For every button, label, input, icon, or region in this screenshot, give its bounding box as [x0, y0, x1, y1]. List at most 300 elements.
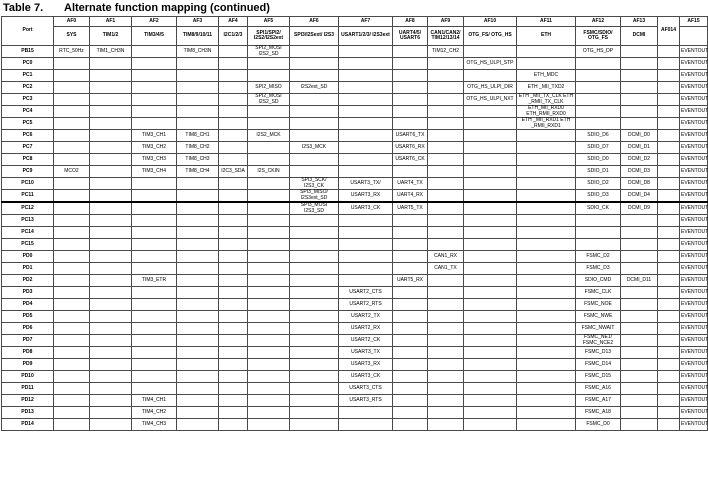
- function-header: TIM3/4/5: [132, 27, 177, 46]
- af-header: AF7: [339, 17, 393, 27]
- table-row: [2, 287, 708, 299]
- table-cell: [393, 118, 428, 130]
- table-cell: [621, 215, 658, 227]
- port-cell: PC15: [2, 239, 54, 251]
- table-cell: [90, 311, 132, 323]
- table-cell: [219, 287, 248, 299]
- table-cell: [177, 335, 219, 347]
- table-cell: [658, 166, 680, 178]
- table-cell: [339, 70, 393, 82]
- table-row: [2, 82, 708, 94]
- table-cell: [428, 202, 464, 215]
- table-cell: [90, 166, 132, 178]
- table-cell: [428, 215, 464, 227]
- table-cell: [90, 58, 132, 70]
- table-cell: SPI2_MOSI I2S2_SD: [248, 94, 290, 106]
- table-cell: [393, 299, 428, 311]
- table-cell: [132, 215, 177, 227]
- table-cell: [290, 383, 339, 395]
- table-cell: [658, 323, 680, 335]
- function-header: OTG_FS/ OTG_HS: [464, 27, 517, 46]
- table-cell: [219, 190, 248, 203]
- table-cell: [248, 178, 290, 190]
- table-cell: [132, 287, 177, 299]
- table-cell: [658, 118, 680, 130]
- table-cell: [54, 227, 90, 239]
- table-cell: [219, 58, 248, 70]
- table-cell: FSMC_D3: [576, 263, 621, 275]
- table-cell: [90, 94, 132, 106]
- table-cell: [54, 130, 90, 142]
- table-cell: [290, 311, 339, 323]
- table-cell: [517, 154, 576, 166]
- table-cell: [290, 371, 339, 383]
- af-header: AF2: [132, 17, 177, 27]
- table-cell: OTG_HS_ULPI_DIR: [464, 82, 517, 94]
- table-cell: [658, 407, 680, 419]
- table-cell: [248, 275, 290, 287]
- table-cell: [428, 58, 464, 70]
- table-cell: [219, 395, 248, 407]
- table-cell: [658, 287, 680, 299]
- table-cell: [177, 407, 219, 419]
- table-cell: [132, 118, 177, 130]
- table-cell: [339, 239, 393, 251]
- table-row: [2, 251, 708, 263]
- table-cell: DCMI_D8: [621, 178, 658, 190]
- table-cell: [621, 383, 658, 395]
- table-cell: [219, 178, 248, 190]
- port-cell: PC0: [2, 58, 54, 70]
- table-cell: [248, 371, 290, 383]
- table-cell: [90, 178, 132, 190]
- table-cell: FSMC_A18: [576, 407, 621, 419]
- table-cell: [177, 227, 219, 239]
- table-cell: TIM3_ETR: [132, 275, 177, 287]
- table-cell: [576, 239, 621, 251]
- table-cell: [658, 202, 680, 215]
- table-cell: [219, 82, 248, 94]
- table-row: [2, 311, 708, 323]
- table-cell: [90, 130, 132, 142]
- port-cell: PD11: [2, 383, 54, 395]
- table-cell: [464, 383, 517, 395]
- af-header: AF6: [290, 17, 339, 27]
- table-cell: [290, 106, 339, 118]
- table-cell: [132, 46, 177, 58]
- table-cell: [517, 359, 576, 371]
- table-cell: [290, 166, 339, 178]
- table-cell: EVENTOUT: [680, 46, 708, 58]
- table-cell: [339, 82, 393, 94]
- table-cell: [54, 70, 90, 82]
- table-cell: [621, 311, 658, 323]
- table-cell: [393, 239, 428, 251]
- table-cell: [54, 335, 90, 347]
- table-row: [2, 130, 708, 142]
- table-cell: [290, 46, 339, 58]
- table-cell: [90, 383, 132, 395]
- table-cell: FSMC_NOE: [576, 299, 621, 311]
- table-cell: [219, 383, 248, 395]
- table-cell: I2S2_MCK: [248, 130, 290, 142]
- table-cell: [177, 311, 219, 323]
- table-cell: [517, 178, 576, 190]
- table-cell: [132, 311, 177, 323]
- table-row: [2, 166, 708, 178]
- table-cell: EVENTOUT: [680, 82, 708, 94]
- table-cell: [393, 263, 428, 275]
- port-cell: PC1: [2, 70, 54, 82]
- table-cell: [290, 263, 339, 275]
- table-cell: [54, 395, 90, 407]
- table-cell: TIM4_CH1: [132, 395, 177, 407]
- table-cell: SDIO_D6: [576, 130, 621, 142]
- table-cell: [219, 275, 248, 287]
- table-cell: [290, 58, 339, 70]
- table-cell: EVENTOUT: [680, 106, 708, 118]
- table-cell: SDIO_D1: [576, 166, 621, 178]
- table-cell: [393, 58, 428, 70]
- table-cell: [290, 227, 339, 239]
- table-cell: [219, 299, 248, 311]
- table-cell: [428, 383, 464, 395]
- table-cell: [517, 130, 576, 142]
- table-cell: [428, 142, 464, 154]
- table-cell: [517, 251, 576, 263]
- table-cell: [90, 299, 132, 311]
- table-cell: [290, 299, 339, 311]
- table-cell: [621, 299, 658, 311]
- table-cell: [517, 335, 576, 347]
- table-cell: [428, 227, 464, 239]
- af-header: AF0: [54, 17, 90, 27]
- table-cell: [658, 347, 680, 359]
- table-row: [2, 239, 708, 251]
- table-cell: [90, 190, 132, 203]
- table-cell: [248, 347, 290, 359]
- table-cell: USART3_TX/: [339, 178, 393, 190]
- table-cell: [248, 118, 290, 130]
- table-cell: UART4_TX: [393, 178, 428, 190]
- function-header: SPI3/I2Sext/ I2S3: [290, 27, 339, 46]
- table-row: [2, 118, 708, 130]
- table-cell: [132, 106, 177, 118]
- table-cell: [464, 142, 517, 154]
- table-cell: [517, 383, 576, 395]
- table-cell: [219, 347, 248, 359]
- table-cell: USART3_RX: [339, 190, 393, 203]
- table-cell: [658, 311, 680, 323]
- table-cell: [658, 275, 680, 287]
- table-cell: [576, 227, 621, 239]
- table-cell: EVENTOUT: [680, 287, 708, 299]
- table-cell: [248, 58, 290, 70]
- port-cell: PD7: [2, 335, 54, 347]
- table-cell: [576, 94, 621, 106]
- table-row: [2, 227, 708, 239]
- table-cell: [576, 82, 621, 94]
- table-cell: [248, 395, 290, 407]
- table-cell: USART2_RX: [339, 323, 393, 335]
- table-row: [2, 58, 708, 70]
- table-cell: [54, 287, 90, 299]
- table-cell: [658, 58, 680, 70]
- table-cell: [54, 311, 90, 323]
- table-cell: OTG_HS_ULPI_NXT: [464, 94, 517, 106]
- table-cell: [339, 130, 393, 142]
- table-row: [2, 407, 708, 419]
- function-header: ETH: [517, 27, 576, 46]
- table-cell: SDIO_D0: [576, 154, 621, 166]
- port-cell: PC13: [2, 215, 54, 227]
- table-cell: [219, 202, 248, 215]
- table-cell: [658, 130, 680, 142]
- table-cell: [54, 419, 90, 431]
- table-cell: [290, 239, 339, 251]
- table-cell: [177, 419, 219, 431]
- table-cell: SPI2_MISO: [248, 82, 290, 94]
- table-number: Table 7.: [3, 2, 44, 14]
- table-cell: USART3_RX: [339, 359, 393, 371]
- table-cell: [393, 323, 428, 335]
- table-cell: [621, 46, 658, 58]
- table-cell: UART5_RX: [393, 275, 428, 287]
- table-cell: [393, 251, 428, 263]
- port-cell: PD14: [2, 419, 54, 431]
- table-cell: [132, 359, 177, 371]
- table-cell: [177, 215, 219, 227]
- port-cell: PC14: [2, 227, 54, 239]
- table-cell: [290, 287, 339, 299]
- table-cell: [428, 371, 464, 383]
- table-cell: [54, 202, 90, 215]
- table-cell: EVENTOUT: [680, 70, 708, 82]
- table-row: [2, 299, 708, 311]
- table-cell: [621, 58, 658, 70]
- table-cell: [248, 359, 290, 371]
- table-cell: [428, 335, 464, 347]
- table-cell: [248, 383, 290, 395]
- table-cell: [132, 94, 177, 106]
- table-cell: [517, 395, 576, 407]
- table-cell: [219, 323, 248, 335]
- table-cell: [464, 275, 517, 287]
- table-cell: [54, 347, 90, 359]
- table-cell: [90, 359, 132, 371]
- table-cell: [177, 70, 219, 82]
- port-cell: PC11: [2, 190, 54, 203]
- port-header: Port: [2, 17, 54, 46]
- table-cell: [393, 106, 428, 118]
- table-cell: [393, 383, 428, 395]
- table-cell: [464, 287, 517, 299]
- af-header: AF8: [393, 17, 428, 27]
- table-cell: [132, 251, 177, 263]
- table-row: [2, 383, 708, 395]
- table-cell: [90, 335, 132, 347]
- table-cell: [517, 215, 576, 227]
- table-cell: [290, 335, 339, 347]
- table-cell: [290, 359, 339, 371]
- table-cell: [576, 118, 621, 130]
- table-cell: [90, 82, 132, 94]
- table-cell: [393, 94, 428, 106]
- table-cell: EVENTOUT: [680, 395, 708, 407]
- table-cell: [658, 154, 680, 166]
- table-cell: [621, 335, 658, 347]
- table-cell: [658, 335, 680, 347]
- table-cell: [339, 142, 393, 154]
- table-cell: [428, 154, 464, 166]
- table-cell: [132, 263, 177, 275]
- table-cell: [248, 239, 290, 251]
- table-cell: [248, 323, 290, 335]
- table-cell: [621, 82, 658, 94]
- table-cell: [517, 46, 576, 58]
- table-cell: USART3_RTS: [339, 395, 393, 407]
- table-cell: [90, 347, 132, 359]
- table-cell: FSMC_A16: [576, 383, 621, 395]
- table-cell: [339, 118, 393, 130]
- table-cell: [428, 299, 464, 311]
- table-cell: FSMC_NE1/ FSMC_NCE2: [576, 335, 621, 347]
- table-cell: [90, 395, 132, 407]
- table-cell: ETH _MII_TXD2: [517, 82, 576, 94]
- port-cell: PD12: [2, 395, 54, 407]
- table-row: [2, 275, 708, 287]
- table-cell: [393, 70, 428, 82]
- table-cell: [90, 323, 132, 335]
- table-cell: [464, 70, 517, 82]
- table-cell: [428, 359, 464, 371]
- table-cell: [428, 323, 464, 335]
- table-cell: [658, 359, 680, 371]
- table-cell: TIM1_CH3N: [90, 46, 132, 58]
- port-cell: PC5: [2, 118, 54, 130]
- port-cell: PD13: [2, 407, 54, 419]
- table-cell: FSMC_D13: [576, 347, 621, 359]
- table-cell: [464, 299, 517, 311]
- table-cell: [517, 275, 576, 287]
- table-cell: EVENTOUT: [680, 383, 708, 395]
- table-cell: [177, 82, 219, 94]
- table-cell: [621, 239, 658, 251]
- table-cell: TIM8_CH3: [177, 154, 219, 166]
- table-cell: [517, 142, 576, 154]
- table-cell: I2C3_SDA: [219, 166, 248, 178]
- table-cell: EVENTOUT: [680, 94, 708, 106]
- table-cell: [428, 82, 464, 94]
- table-cell: [464, 239, 517, 251]
- table-cell: [54, 190, 90, 203]
- table-cell: [54, 58, 90, 70]
- table-cell: [339, 419, 393, 431]
- table-cell: [658, 227, 680, 239]
- table-cell: [517, 407, 576, 419]
- table-cell: FSMC_D2: [576, 251, 621, 263]
- function-header: CAN1/CAN2/ TIM12/13/14: [428, 27, 464, 46]
- table-cell: [177, 251, 219, 263]
- table-cell: [248, 251, 290, 263]
- table-cell: [132, 227, 177, 239]
- table-cell: [219, 94, 248, 106]
- function-header: SPI1/SPI2/ I2S2/I2S2ext: [248, 27, 290, 46]
- table-cell: [132, 371, 177, 383]
- table-cell: [464, 395, 517, 407]
- table-cell: FSMC_D15: [576, 371, 621, 383]
- table-cell: [393, 359, 428, 371]
- function-header: SYS: [54, 27, 90, 46]
- table-cell: EVENTOUT: [680, 202, 708, 215]
- function-header: I2C1/2/3: [219, 27, 248, 46]
- table-cell: [132, 335, 177, 347]
- table-cell: [290, 130, 339, 142]
- port-cell: PC10: [2, 178, 54, 190]
- table-cell: EVENTOUT: [680, 166, 708, 178]
- af-header: AF5: [248, 17, 290, 27]
- table-cell: EVENTOUT: [680, 335, 708, 347]
- af-header: AF10: [464, 17, 517, 27]
- table-cell: EVENTOUT: [680, 142, 708, 154]
- table-cell: DCMI_D1: [621, 142, 658, 154]
- table-cell: [90, 106, 132, 118]
- port-cell: PD0: [2, 251, 54, 263]
- table-cell: [54, 118, 90, 130]
- table-cell: I2S_CKIN: [248, 166, 290, 178]
- table-cell: [54, 82, 90, 94]
- table-cell: USART3_CK: [339, 371, 393, 383]
- table-cell: [90, 239, 132, 251]
- table-cell: [54, 263, 90, 275]
- table-cell: [428, 70, 464, 82]
- table-cell: [54, 371, 90, 383]
- table-cell: [177, 239, 219, 251]
- table-cell: [90, 287, 132, 299]
- table-cell: RTC_50Hz: [54, 46, 90, 58]
- table-cell: [658, 142, 680, 154]
- table-cell: [464, 190, 517, 203]
- table-cell: [517, 287, 576, 299]
- port-cell: PB15: [2, 46, 54, 58]
- function-header: DCMI: [621, 27, 658, 46]
- table-cell: [248, 299, 290, 311]
- table-cell: [464, 407, 517, 419]
- table-cell: SDIO_CK: [576, 202, 621, 215]
- table-title: Alternate function mapping (continued): [64, 2, 270, 14]
- port-cell: PD6: [2, 323, 54, 335]
- table-cell: [290, 275, 339, 287]
- table-cell: [177, 347, 219, 359]
- table-cell: [54, 383, 90, 395]
- table-cell: TIM3_CH3: [132, 154, 177, 166]
- table-row: [2, 190, 708, 203]
- table-cell: [658, 106, 680, 118]
- table-cell: [90, 275, 132, 287]
- table-cell: [248, 202, 290, 215]
- table-cell: [621, 323, 658, 335]
- table-cell: [54, 178, 90, 190]
- table-cell: EVENTOUT: [680, 371, 708, 383]
- table-row: [2, 263, 708, 275]
- table-cell: [339, 58, 393, 70]
- table-cell: [517, 263, 576, 275]
- table-cell: DCMI_D4: [621, 190, 658, 203]
- table-cell: TIM3_CH1: [132, 130, 177, 142]
- table-row: [2, 106, 708, 118]
- af-header: AF11: [517, 17, 576, 27]
- table-cell: MCO2: [54, 166, 90, 178]
